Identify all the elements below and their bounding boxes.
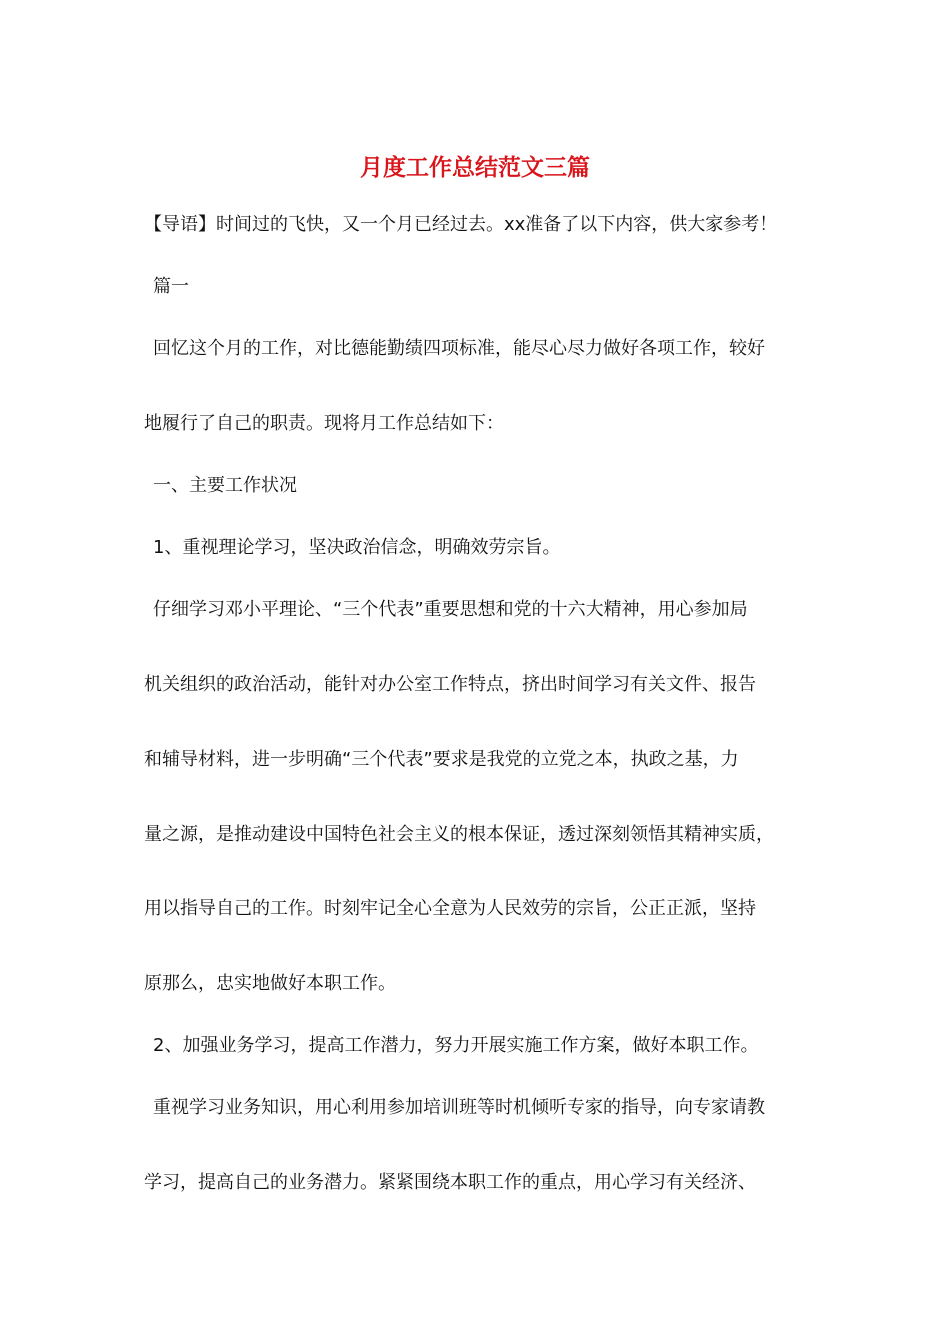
subsection-heading-2: 2、加强业务学习，提高工作潜力，努力开展实施工作方案，做好本职工作。 <box>153 1035 759 1056</box>
paragraph-line: 仔细学习邓小平理论、“三个代表”重要思想和党的十六大精神，用心参加局 <box>153 599 748 620</box>
paragraph-line: 和辅导材料，进一步明确“三个代表”要求是我党的立党之本，执政之基，力 <box>144 749 739 770</box>
paragraph-line: 学习，提高自己的业务潜力。紧紧围绕本职工作的重点，用心学习有关经济、 <box>144 1172 756 1193</box>
paragraph-line: 用以指导自己的工作。时刻牢记全心全意为人民效劳的宗旨，公正正派，坚持 <box>144 898 756 919</box>
section-heading-part-one: 篇一 <box>153 276 189 297</box>
paragraph-line: 机关组织的政治活动，能针对办公室工作特点，挤出时间学习有关文件、报告 <box>144 674 756 695</box>
subsection-heading-1: 1、重视理论学习，坚决政治信念，明确效劳宗旨。 <box>153 537 561 558</box>
paragraph-line: 地履行了自己的职责。现将月工作总结如下： <box>144 413 504 434</box>
intro-paragraph: 【导语】时间过的飞快，又一个月已经过去。xx准备了以下内容，供大家参考！ <box>144 214 778 235</box>
paragraph-line: 原那么，忠实地做好本职工作。 <box>144 973 396 994</box>
document-title: 月度工作总结范文三篇 <box>360 155 590 181</box>
section-heading-main-work: 一、主要工作状况 <box>153 475 297 496</box>
paragraph-line: 回忆这个月的工作，对比德能勤绩四项标准，能尽心尽力做好各项工作，较好 <box>153 338 765 359</box>
paragraph-line: 重视学习业务知识，用心利用参加培训班等时机倾听专家的指导，向专家请教 <box>153 1097 765 1118</box>
paragraph-line: 量之源，是推动建设中国特色社会主义的根本保证，透过深刻领悟其精神实质， <box>144 824 774 845</box>
